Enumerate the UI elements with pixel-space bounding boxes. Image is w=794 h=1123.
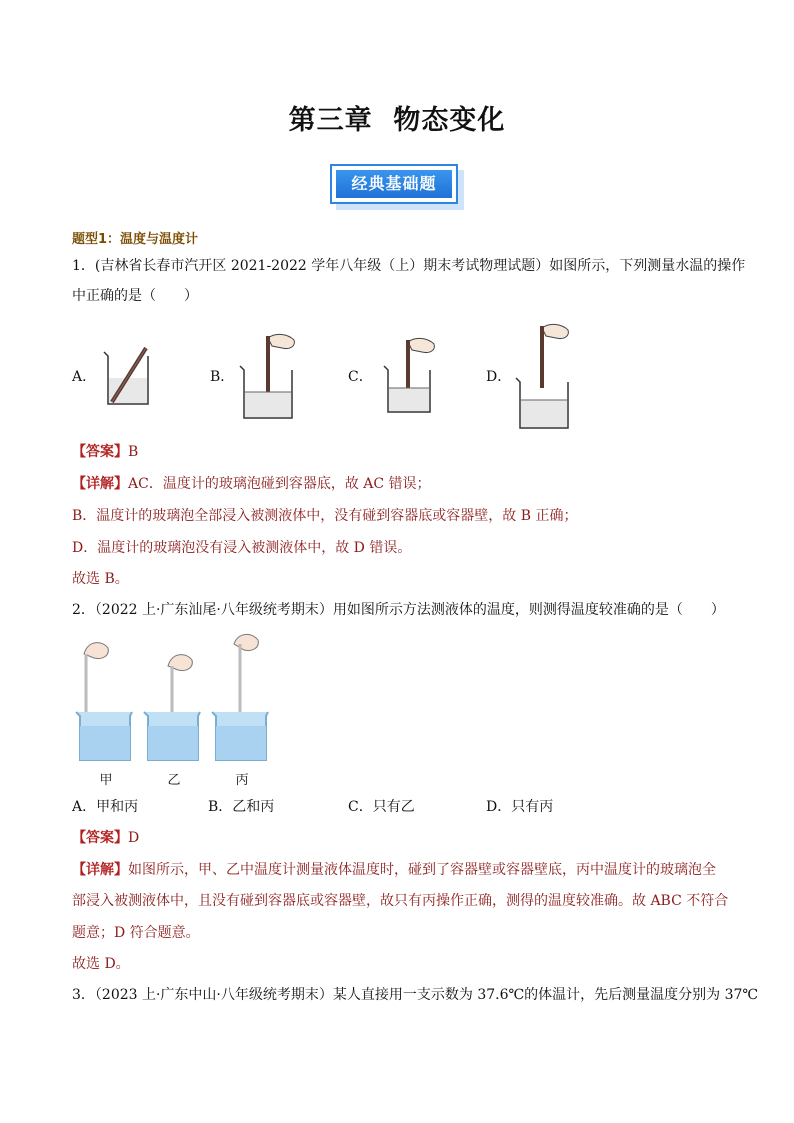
q2-detail-tag: 【详解】 bbox=[72, 862, 128, 878]
q2-detail-text1: 如图所示，甲、乙中温度计测量液体温度时，碰到了容器壁或容器壁底，丙中温度计的玻璃泡全 bbox=[128, 862, 716, 878]
q1-answer-value: B bbox=[128, 444, 139, 460]
q2-detail-line1 bbox=[72, 860, 716, 880]
q1-answer-tag: 【答案】 bbox=[72, 444, 128, 460]
q2-stem: 2．（2022 上·广东汕尾·八年级统考期末）用如图所示方法测液体的温度，则测得温度较准确的是（ ） bbox=[72, 602, 725, 618]
q1-option-d: D． bbox=[486, 369, 512, 385]
q2-option-b: B．乙和丙 bbox=[208, 799, 275, 815]
q2-option-c: C．只有乙 bbox=[348, 799, 415, 815]
beaker-jia bbox=[76, 643, 132, 760]
section-badge bbox=[330, 164, 466, 212]
label-jia: 甲 bbox=[99, 773, 113, 788]
q1-detail-text1: AC．温度计的玻璃泡碰到容器底，故 AC 错误； bbox=[128, 476, 431, 492]
q1-figure-c bbox=[380, 336, 444, 416]
q2-option-a: A．甲和丙 bbox=[72, 799, 139, 815]
label-yi: 乙 bbox=[167, 773, 181, 788]
q1-detail-line2: B．温度计的玻璃泡全部浸入被测液体中，没有碰到容器底或容器壁，故 B 正确； bbox=[72, 508, 578, 524]
q1-detail-line3: D．温度计的玻璃泡没有浸入被测液体中，故 D 错误。 bbox=[72, 540, 412, 556]
section-heading: 题型1：温度与温度计 bbox=[72, 232, 199, 247]
q1-figure-a bbox=[100, 342, 156, 408]
q1-stem-line1: 1．(吉林省长春市汽开区 2021-2022 学年八年级（上）期末考试物理试题）如图所示，下列测量水温的操作 bbox=[72, 258, 746, 274]
q2-detail-line2: 部浸入被测液体中，且没有碰到容器底或容器壁，故只有丙操作正确，测得的温度较准确。故 ABC 不符合 bbox=[72, 893, 729, 909]
page-title: 第三章 物态变化 bbox=[288, 105, 506, 136]
q2-option-d: D．只有丙 bbox=[486, 799, 554, 815]
q1-figure-d bbox=[512, 320, 576, 432]
q1-stem-line2: 中正确的是（ ） bbox=[72, 288, 198, 304]
q3-stem: 3．（2023 上·广东中山·八年级统考期末）某人直接用一支示数为 37.6℃的体温计，先后测量温度分别为 37℃ bbox=[72, 987, 759, 1003]
beaker-yi bbox=[144, 655, 200, 760]
badge-label: 经典基础题 bbox=[336, 170, 452, 198]
q1-figure-b bbox=[236, 330, 300, 422]
label-bing: 丙 bbox=[235, 773, 249, 788]
q2-answer-value: D bbox=[128, 830, 140, 846]
q1-conclusion: 故选 B。 bbox=[72, 571, 129, 587]
q1-answer bbox=[72, 442, 138, 462]
q1-option-b: B． bbox=[210, 369, 235, 385]
q1-detail-line1 bbox=[72, 474, 431, 494]
q2-conclusion: 故选 D。 bbox=[72, 956, 130, 972]
q2-detail-line3: 题意；D 符合题意。 bbox=[72, 925, 200, 941]
q1-detail-tag: 【详解】 bbox=[72, 476, 128, 492]
q2-figure bbox=[70, 632, 280, 792]
q2-answer-tag: 【答案】 bbox=[72, 830, 128, 846]
q1-option-a: A． bbox=[72, 369, 97, 385]
beaker-bing bbox=[212, 634, 268, 760]
q1-option-c: C． bbox=[348, 369, 373, 385]
q2-answer bbox=[72, 828, 139, 848]
